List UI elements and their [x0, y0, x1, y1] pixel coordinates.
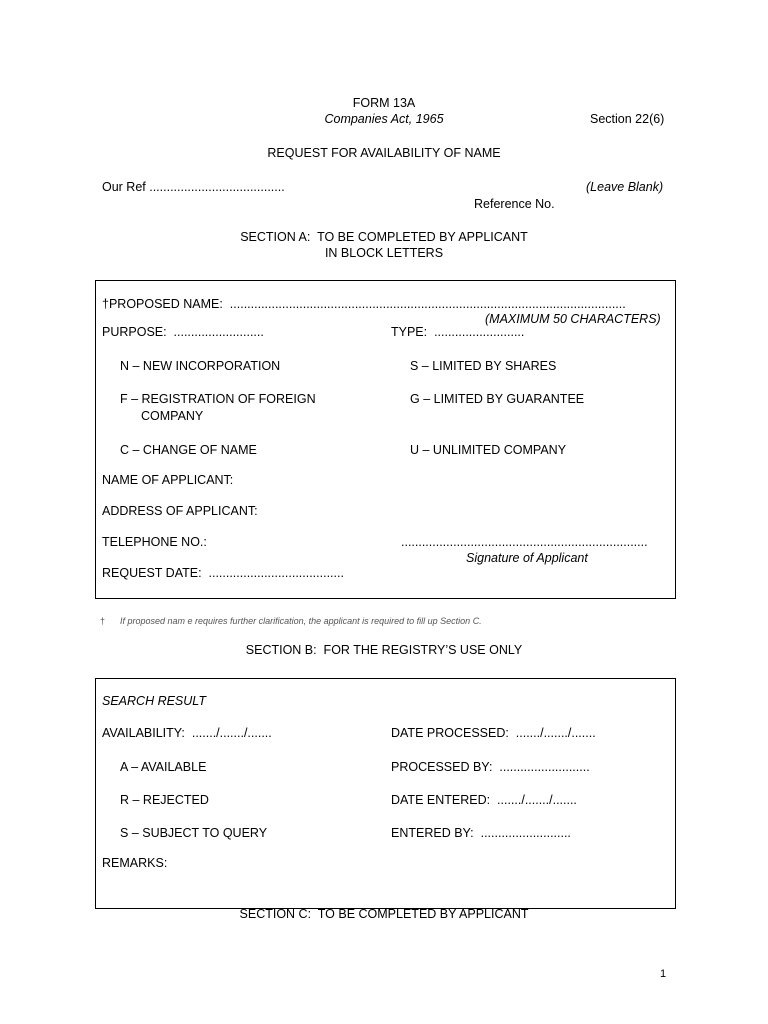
leave-blank-note: (Leave Blank)	[586, 180, 664, 194]
search-result-label: SEARCH RESULT	[102, 694, 206, 708]
purpose-option-n: N – NEW INCORPORATION	[120, 359, 281, 373]
entered-by-field[interactable]: ENTERED BY: ..........................	[391, 826, 571, 840]
processed-by-field[interactable]: PROCESSED BY: ..........................	[391, 760, 590, 774]
form-number: FORM 13A	[352, 96, 416, 110]
request-date-field[interactable]: REQUEST DATE: .......................................	[102, 566, 344, 580]
proposed-name-field[interactable]: †PROPOSED NAME: ..................................................................................................................	[102, 297, 626, 311]
section-a-heading: SECTION A: TO BE COMPLETED BY APPLICANT	[240, 230, 528, 244]
availability-field[interactable]: AVAILABILITY: ......./......./.......	[102, 726, 272, 740]
type-option-s: S – LIMITED BY SHARES	[410, 359, 557, 373]
type-option-u: U – UNLIMITED COMPANY	[410, 443, 567, 457]
section-c-heading: SECTION C: TO BE COMPLETED BY APPLICANT	[239, 907, 529, 921]
max-characters-note: (MAXIMUM 50 CHARACTERS)	[485, 312, 661, 326]
our-ref-field[interactable]: Our Ref .......................................	[102, 180, 285, 194]
footnote-mark: †	[100, 616, 106, 626]
signature-line[interactable]: .......................................................................	[401, 535, 648, 549]
reference-no-label: Reference No.	[474, 197, 555, 211]
act-name: Companies Act, 1965	[324, 112, 444, 126]
remarks-label: REMARKS:	[102, 856, 168, 870]
section-a-subheading: IN BLOCK LETTERS	[324, 246, 444, 260]
name-of-applicant-label: NAME OF APPLICANT:	[102, 473, 234, 487]
purpose-option-f-cont: COMPANY	[141, 409, 204, 423]
section-reference: Section 22(6)	[590, 112, 665, 126]
address-of-applicant-label: ADDRESS OF APPLICANT:	[102, 504, 258, 518]
date-processed-field[interactable]: DATE PROCESSED: ......./......./.......	[391, 726, 596, 740]
purpose-option-c: C – CHANGE OF NAME	[120, 443, 257, 457]
telephone-label: TELEPHONE NO.:	[102, 535, 207, 549]
availability-option-a: A – AVAILABLE	[120, 760, 207, 774]
date-entered-field[interactable]: DATE ENTERED: ......./......./.......	[391, 793, 577, 807]
availability-option-r: R – REJECTED	[120, 793, 209, 807]
section-b-heading: SECTION B: FOR THE REGISTRY’S USE ONLY	[245, 643, 523, 657]
type-field[interactable]: TYPE: ..........................	[391, 325, 525, 339]
type-option-g: G – LIMITED BY GUARANTEE	[410, 392, 585, 406]
footnote-text: If proposed nam e requires further clarification, the applicant is required to fill up Section C.	[120, 616, 482, 626]
purpose-option-f: F – REGISTRATION OF FOREIGN	[120, 392, 316, 406]
page-number: 1	[660, 968, 667, 980]
purpose-field[interactable]: PURPOSE: ..........................	[102, 325, 264, 339]
form-title: REQUEST FOR AVAILABILITY OF NAME	[267, 146, 501, 160]
signature-label: Signature of Applicant	[466, 551, 588, 565]
availability-option-s: S – SUBJECT TO QUERY	[120, 826, 268, 840]
